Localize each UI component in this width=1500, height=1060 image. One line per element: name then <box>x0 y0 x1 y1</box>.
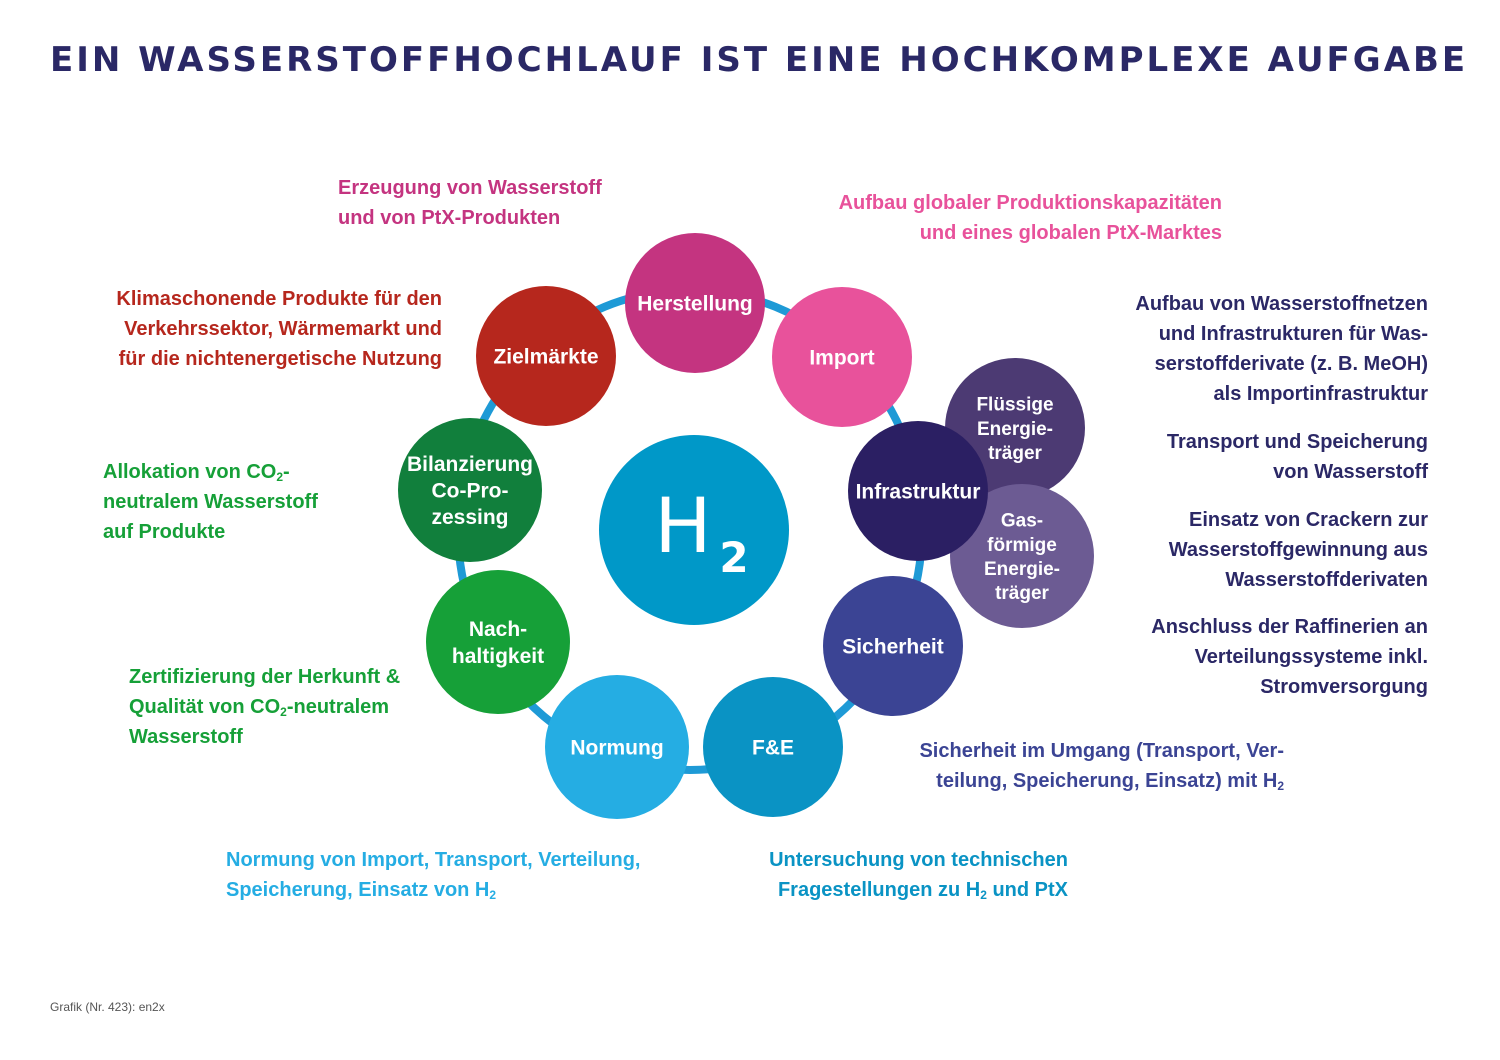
node-label-zielmaerkte: Zielmärkte <box>493 345 599 369</box>
subscript-text: 2 <box>280 705 287 719</box>
annotation-text: Einsatz von Crackern zur <box>1189 509 1428 531</box>
node-bilanzierung <box>398 418 542 562</box>
annotation-text: Verteilungssysteme inkl. <box>1194 646 1428 668</box>
annotation-line <box>769 875 1068 905</box>
annotation-text: Wasserstoffgewinnung aus <box>1168 539 1428 561</box>
node-label-gasfoermige: förmige <box>987 534 1057 556</box>
annotation-text: Aufbau von Wasserstoffnetzen <box>1135 293 1428 315</box>
annotation-text: Zertifizierung der Herkunft & <box>129 666 401 688</box>
annotation-line <box>1151 672 1428 702</box>
node-label-sicherheit: Sicherheit <box>842 635 944 659</box>
annotation-line <box>129 662 400 692</box>
subscript-text: 2 <box>489 888 497 902</box>
annotation-line <box>338 203 602 233</box>
annotation-line <box>1135 349 1428 379</box>
annotation-herstellung <box>338 173 602 233</box>
annotation-line <box>1169 505 1428 535</box>
annotation-line <box>1169 535 1428 565</box>
annotation-line <box>1151 642 1428 672</box>
node-label-herstellung: Herstellung <box>637 292 753 316</box>
annotation-line <box>129 692 400 722</box>
node-label-gasfoermige: träger <box>995 583 1049 605</box>
annotation-line <box>1151 612 1428 642</box>
node-fue <box>703 677 843 817</box>
subscript-text: 2 <box>1277 779 1284 793</box>
node-label-bilanzierung: Bilanzierung <box>406 452 534 476</box>
annotation-line <box>1169 565 1428 595</box>
annotation-fue <box>769 845 1068 905</box>
annotation-text: und Infrastrukturen für Was- <box>1158 323 1428 345</box>
annotation-line <box>338 173 602 203</box>
node-label-bilanzierung: Co-Pro- <box>431 479 509 503</box>
annotation-zielmaerkte <box>116 284 442 374</box>
annotation-text: Stromversorgung <box>1260 676 1428 698</box>
annotation-text: Untersuchung von technischen <box>769 849 1068 871</box>
annotation-text: auf Produkte <box>103 521 226 543</box>
annotation-line <box>129 722 400 752</box>
node-label-fluessige: träger <box>988 442 1042 464</box>
annotation-text: Allokation von CO <box>103 461 277 483</box>
page-title: EIN WASSERSTOFFHOCHLAUF IST EINE HOCHKOMPLEXE AUFGABE <box>50 40 1469 80</box>
node-label-nachhaltigkeit: Nach- <box>468 618 528 642</box>
subscript-text: 2 <box>980 888 987 902</box>
subscript-text: 2 <box>276 470 284 484</box>
node-label-fluessige: Energie- <box>976 418 1054 440</box>
annotation-nachhaltigkeit <box>129 662 400 752</box>
node-label-fluessige: Flüssige <box>976 394 1054 416</box>
annotation-line <box>1167 427 1428 457</box>
annotation-line <box>226 875 640 905</box>
annotation-text: und von PtX-Produkten <box>338 207 561 229</box>
node-normung <box>545 675 689 819</box>
annotation-text: Erzeugung von Wasserstoff <box>338 177 602 199</box>
annotation-text: Speicherung, Einsatz von H <box>226 879 490 901</box>
annotation-text: Aufbau globaler Produktionskapazitäten <box>838 192 1222 214</box>
node-label-nachhaltigkeit: haltigkeit <box>451 644 545 668</box>
annotation-text: teilung, Speicherung, Einsatz) mit H <box>936 770 1278 792</box>
node-herstellung <box>625 233 765 373</box>
node-label-infrastruktur: Infrastruktur <box>855 480 981 504</box>
annotation-line <box>103 487 318 517</box>
annotation-line <box>1135 289 1428 319</box>
node-label-fue: F&E <box>752 736 794 760</box>
annotation-text: - <box>283 461 290 483</box>
annotation-line <box>226 845 640 875</box>
annotation-text: für die nichtenergetische Nutzung <box>118 348 442 370</box>
node-label-bilanzierung: zessing <box>431 506 509 530</box>
annotation-text: und PtX <box>986 879 1068 901</box>
node-label-import: Import <box>809 346 875 370</box>
annotation-bilanzierung <box>103 457 318 547</box>
center-h-label: H <box>654 481 712 570</box>
node-infrastruktur <box>848 421 988 561</box>
annotation-infrastruktur-raffinerien <box>1151 612 1428 702</box>
annotation-line <box>919 736 1284 766</box>
annotation-text: -neutralem <box>286 696 390 718</box>
annotation-text: von Wasserstoff <box>1273 461 1428 483</box>
node-zielmaerkte <box>476 286 616 426</box>
annotation-line <box>1135 319 1428 349</box>
annotation-line <box>116 344 442 374</box>
node-sicherheit <box>823 576 963 716</box>
annotation-import <box>839 188 1222 248</box>
annotation-text: Klimaschonende Produkte für den <box>116 288 442 310</box>
annotation-text: Normung von Import, Transport, Verteilung, <box>226 849 641 871</box>
annotation-text: und eines globalen PtX-Marktes <box>919 222 1222 244</box>
annotation-text: neutralem Wasserstoff <box>103 491 318 513</box>
node-label-gasfoermige: Energie- <box>983 558 1061 580</box>
annotation-infrastruktur-netze <box>1135 289 1428 409</box>
node-label-gasfoermige: Gas- <box>1000 510 1044 532</box>
annotation-text: Wasserstoffderivaten <box>1225 569 1428 591</box>
annotation-line <box>103 517 318 547</box>
annotation-line <box>839 218 1222 248</box>
annotation-line <box>103 457 318 487</box>
node-label-normung: Normung <box>570 736 664 760</box>
annotation-sicherheit <box>919 736 1284 796</box>
annotation-line <box>769 845 1068 875</box>
annotation-text: serstoffderivate (z. B. MeOH) <box>1154 353 1428 375</box>
annotation-line <box>116 284 442 314</box>
annotation-text: Fragestellungen zu H <box>777 879 981 901</box>
annotation-infrastruktur-transport <box>1167 427 1428 487</box>
annotation-text: Sicherheit im Umgang (Transport, Ver- <box>919 740 1284 762</box>
annotation-line <box>839 188 1222 218</box>
node-nachhaltigkeit <box>426 570 570 714</box>
node-import <box>772 287 912 427</box>
annotation-line <box>116 314 442 344</box>
annotation-text: Verkehrssektor, Wärmemarkt und <box>124 318 442 340</box>
annotation-line <box>1167 457 1428 487</box>
center-subscript-label: 2 <box>719 533 749 582</box>
annotation-line <box>919 766 1284 796</box>
annotation-text: als Importinfrastruktur <box>1213 383 1428 405</box>
annotation-text: Qualität von CO <box>129 696 281 718</box>
source-credit: Grafik (Nr. 423): en2x <box>50 1000 165 1014</box>
node-circle-nachhaltigkeit <box>426 570 570 714</box>
annotation-text: Wasserstoff <box>129 726 243 748</box>
annotation-infrastruktur-cracker <box>1169 505 1428 595</box>
annotation-normung <box>226 845 640 905</box>
annotation-line <box>1135 379 1428 409</box>
annotation-text: Anschluss der Raffinerien an <box>1151 616 1428 638</box>
center-h2-node <box>599 435 789 625</box>
annotation-text: Transport und Speicherung <box>1166 431 1428 453</box>
